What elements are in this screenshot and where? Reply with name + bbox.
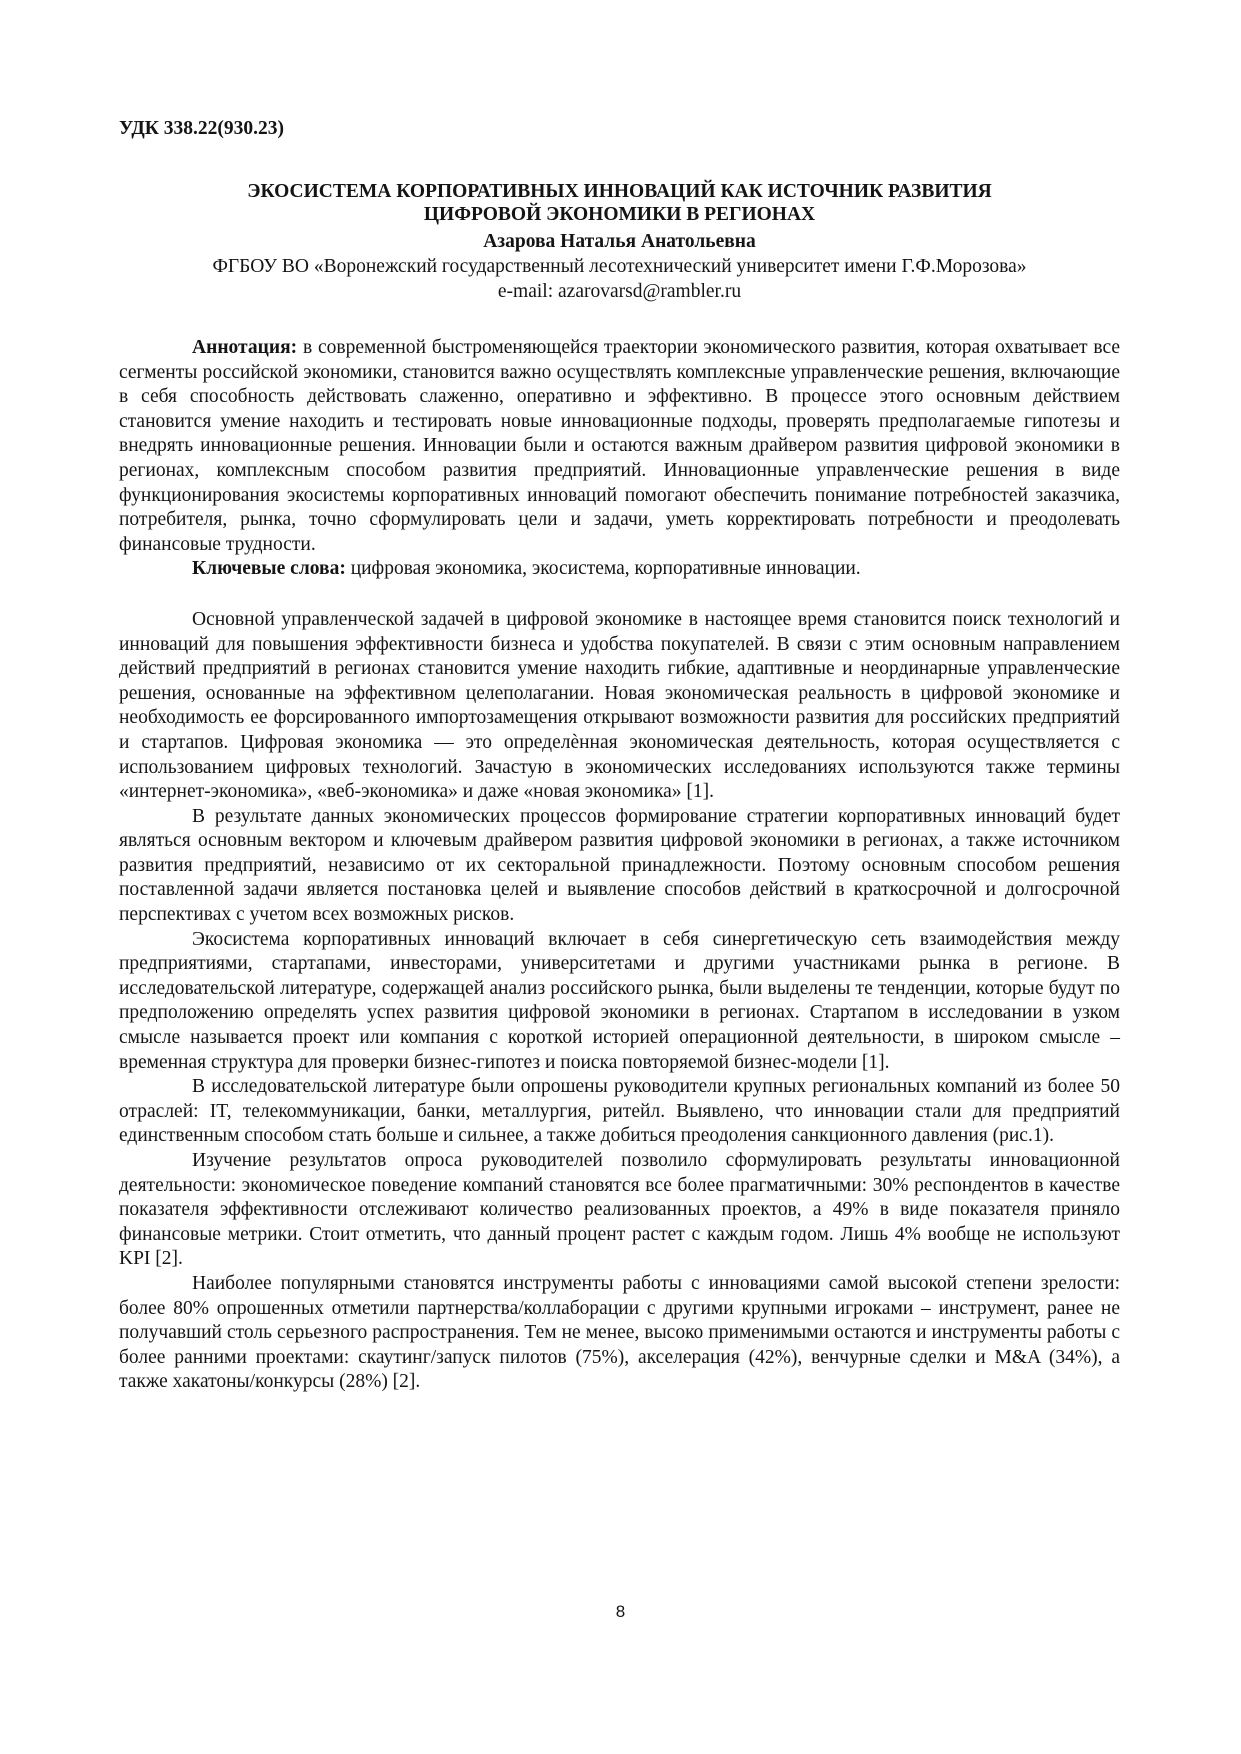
abstract-section (119, 336, 1120, 582)
author-name: Азарова Наталья Анатольевна (483, 231, 756, 252)
page-number: 8 (615, 1602, 626, 1621)
udk-code: УДК 338.22(930.23) (119, 118, 285, 139)
body-paragraph-6: Наиболее популярными становятся инструменты работы с инновациями самой высокой степени зрелости: более 80% опрошенных отметили партнерства/коллаборации с другими крупными игроками – инструмент, ранее не получавший столь серьезного распространения. Тем не менее, высоко применимыми остаются и инструменты работы с более ранними проектами: скаутинг/запуск пилотов (75%), акселерация (42%), венчурные сделки и M&A (34%), а также хакатоны/конкурсы (28%) [2]. (119, 1272, 1120, 1393)
article-title-line-2: ЦИФРОВОЙ ЭКОНОМИКИ В РЕГИОНАХ (423, 204, 816, 225)
body-paragraph-4: В исследовательской литературе были опрошены руководители крупных региональных компаний из более 50 отраслей: IT, телекоммуникации, банки, металлургия, ритейл. Выявлено, что инновации стали для предприятий единственным способом стать больше и сильнее, а также добиться преодоления санкционного давления (рис.1). (119, 1076, 1120, 1147)
page-content (119, 116, 1120, 1395)
section-spacer (119, 582, 1120, 608)
article-title (119, 180, 1120, 226)
article-title-line-1: ЭКОСИСТЕМА КОРПОРАТИВНЫХ ИННОВАЦИЙ КАК ИСТОЧНИК РАЗВИТИЯ (247, 181, 992, 202)
author-affiliation: ФГБОУ ВО «Воронежский государственный лесотехнический университет имени Г.Ф.Морозова» (212, 256, 1027, 277)
body-paragraph-1: Основной управленческой задачей в цифровой экономике в настоящее время становится поиск технологий и инноваций для повышения эффективности бизнеса и удобства покупателей. В связи с этим основным направлением действий предприятий в регионах становится умение находить гибкие, адаптивные и неординарные управленческие решения, основанные на эффективном целеполагании. Новая экономическая реальность в цифровой экономике и необходимость ее форсированного импортозамещения открывают возможности развития для российских предприятий и стартапов. Цифровая экономика — это определѐнная экономическая деятельность, которая осуществляется с использованием цифровых технологий. Зачастую в экономических исследованиях используются также термины «интернет-экономика», «веб-экономика» и даже «новая экономика» [1]. (119, 608, 1120, 803)
body-paragraph-3: Экосистема корпоративных инноваций включает в себя синергетическую сеть взаимодействия между предприятиями, стартапами, инвесторами, университетами и другими участниками рынка в регионе. В исследовательской литературе, содержащей анализ российского рынка, были выделены те тенденции, которые будут по предположению определять успех развития цифровой экономики в регионах. Стартапом в исследовании в узком смысле называется проект или компания с короткой историей операционной деятельности, в широком смысле – временная структура для проверки бизнес-гипотез и поиска повторяемой бизнес-модели [1]. (119, 928, 1120, 1073)
keywords-paragraph (119, 557, 1120, 582)
article-body (119, 608, 1120, 1395)
body-paragraph-2: В результате данных экономических процессов формирование стратегии корпоративных инноваций будет являться основным вектором и ключевым драйвером развития цифровой экономики в регионах, а также источником развития предприятий, независимо от их секторальной принадлежности. Поэтому основным способом решения поставленной задачи является постановка целей и выявление способов действий в краткосрочной и долгосрочной перспективах с учетом всех возможных рисков. (119, 805, 1120, 926)
abstract-paragraph (119, 336, 1120, 557)
abstract-label: Аннотация: (192, 337, 298, 358)
abstract-text: в современной быстроменяющейся траектории экономического развития, которая охватывает все сегменты российской экономики, становится важно осуществлять комплексные управленческие решения, включающие в себя способность действовать слаженно, оперативно и эффективно. В процессе этого основным действием становится умение находить и тестировать новые инновационные подходы, проверять предполагаемые гипотезы и внедрять инновационные решения. Инновации были и остаются важным драйвером развития цифровой экономики в регионах, комплексным способом развития предприятий. Инновационные управленческие решения в виде функционирования экосистемы корпоративных инноваций помогают обеспечить понимание потребностей заказчика, потребителя, рынка, точно сформулировать цели и задачи, уметь корректировать потребности и преодолевать финансовые трудности. (119, 337, 1120, 555)
keywords-label: Ключевые слова: (192, 558, 346, 580)
keywords-text: цифровая экономика, экосистема, корпоративные инновации. (345, 558, 861, 580)
body-paragraph-5: Изучение результатов опроса руководителей позволило сформулировать результаты инновационной деятельности: экономическое поведение компаний становятся все более прагматичными: 30% респондентов в качестве показателя эффективности отслеживают количество реализованных проектов, а 49% в виде показателя приняло финансовые метрики. Стоит отметить, что данный процент растет с каждым годом. Лишь 4% вообще не используют KPI [2]. (119, 1150, 1120, 1270)
author-email: e-mail: azarovarsd@rambler.ru (497, 281, 742, 302)
